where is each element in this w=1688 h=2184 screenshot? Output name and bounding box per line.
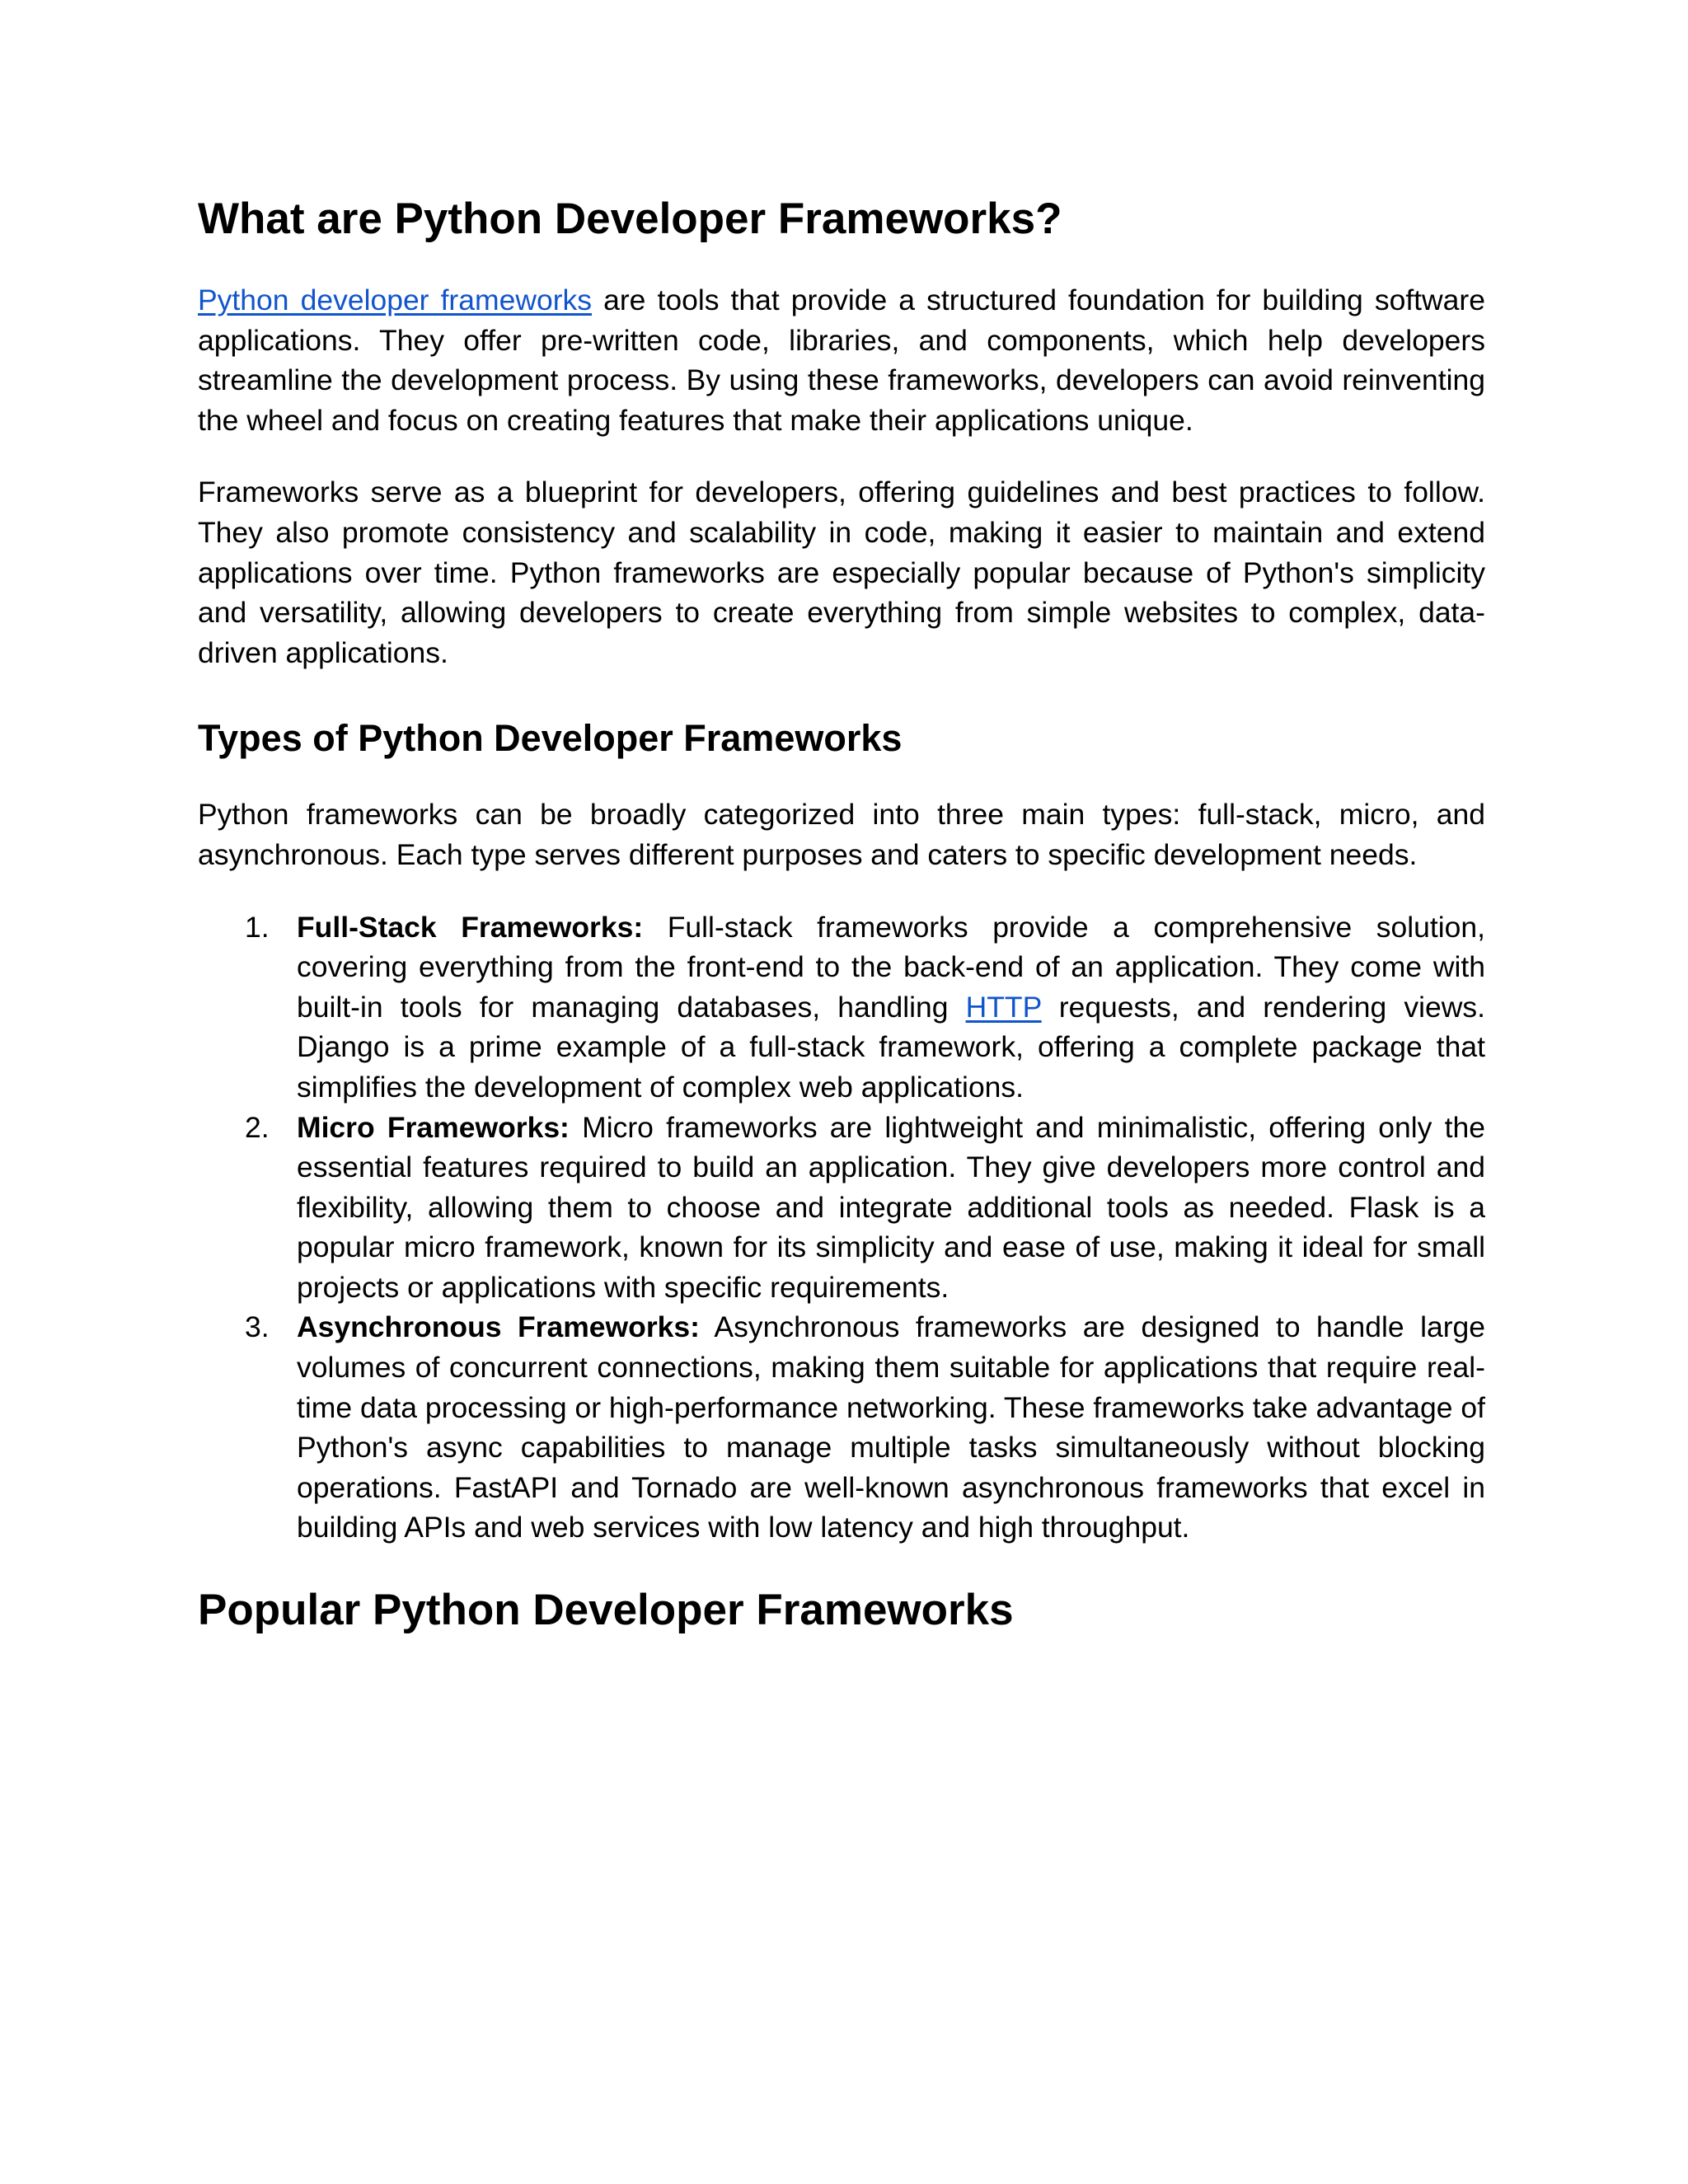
list-item-text: requests, and rendering views. Django is a prime example of a full-stack framework, offering a complete package that simplifies the development of complex web applications. (297, 990, 1485, 1104)
list-item-title: Micro Frameworks: (297, 1110, 570, 1144)
blueprint-paragraph: Frameworks serve as a blueprint for developers, offering guidelines and best practices to follow. They also promote consistency and scalability in code, making it easier to maintain and extend applications over time. Python frameworks are especially popular because of Python's simplicity and versatility, allowing developers to create everything from simple websites to complex, data-driven applications. (198, 476, 1485, 669)
list-item-title: Asynchronous Frameworks: (297, 1310, 700, 1344)
intro-paragraph (198, 280, 1485, 440)
list-number: 2. (245, 1110, 270, 1144)
python-frameworks-link[interactable]: Python developer frameworks (198, 284, 593, 316)
list-item-text: Micro frameworks are lightweight and minimalistic, offering only the essential features required to build an application. They give developers more control and flexibility, allowing them to choose and integrate additional tools as needed. Flask is a popular micro framework, known for its simplicity and ease of use, making it ideal for small projects or applications with specific requirements. (297, 1110, 1485, 1304)
list-number: 3. (245, 1310, 270, 1344)
popular-frameworks-heading: Popular Python Developer Frameworks (198, 1586, 1014, 1635)
document-page (198, 191, 1485, 1638)
intro-text: are tools that provide a structured foundation for building software applications. They offer pre-written code, libraries, and components, which help developers streamline the development process. By using these frameworks, developers can avoid reinventing the wheel and focus on creating features that make their applications unique. (198, 284, 1485, 437)
page-title: What are Python Developer Frameworks? (198, 194, 1062, 243)
http-link[interactable]: HTTP (965, 990, 1042, 1024)
types-heading: Types of Python Developer Frameworks (198, 717, 903, 760)
list-item-async (198, 1307, 1485, 1548)
framework-types-list (198, 907, 1485, 1549)
list-item-text: Asynchronous frameworks are designed to handle large volumes of concurrent connections, making them suitable for applications that require real-time data processing or high-performance networking. These frameworks take advantage of Python's async capabilities to manage multiple tasks simultaneously without blocking operations. FastAPI and Tornado are well-known asynchronous frameworks that excel in building APIs and web services with low latency and high throughput. (297, 1310, 1486, 1544)
list-item-micro (198, 1108, 1485, 1308)
list-item-text: Full-stack frameworks provide a comprehensive solution, covering everything from the front-end to the back-end of an application. They come with built-in tools for managing databases, handling (297, 910, 1486, 1024)
list-item-full-stack (198, 907, 1485, 1108)
list-number: 1. (245, 910, 270, 944)
list-item-title: Full-Stack Frameworks: (297, 910, 644, 944)
types-intro-paragraph: Python frameworks can be broadly categorized into three main types: full-stack, micro, and asynchronous. Each type serves different purposes and caters to specific development needs. (198, 798, 1485, 871)
